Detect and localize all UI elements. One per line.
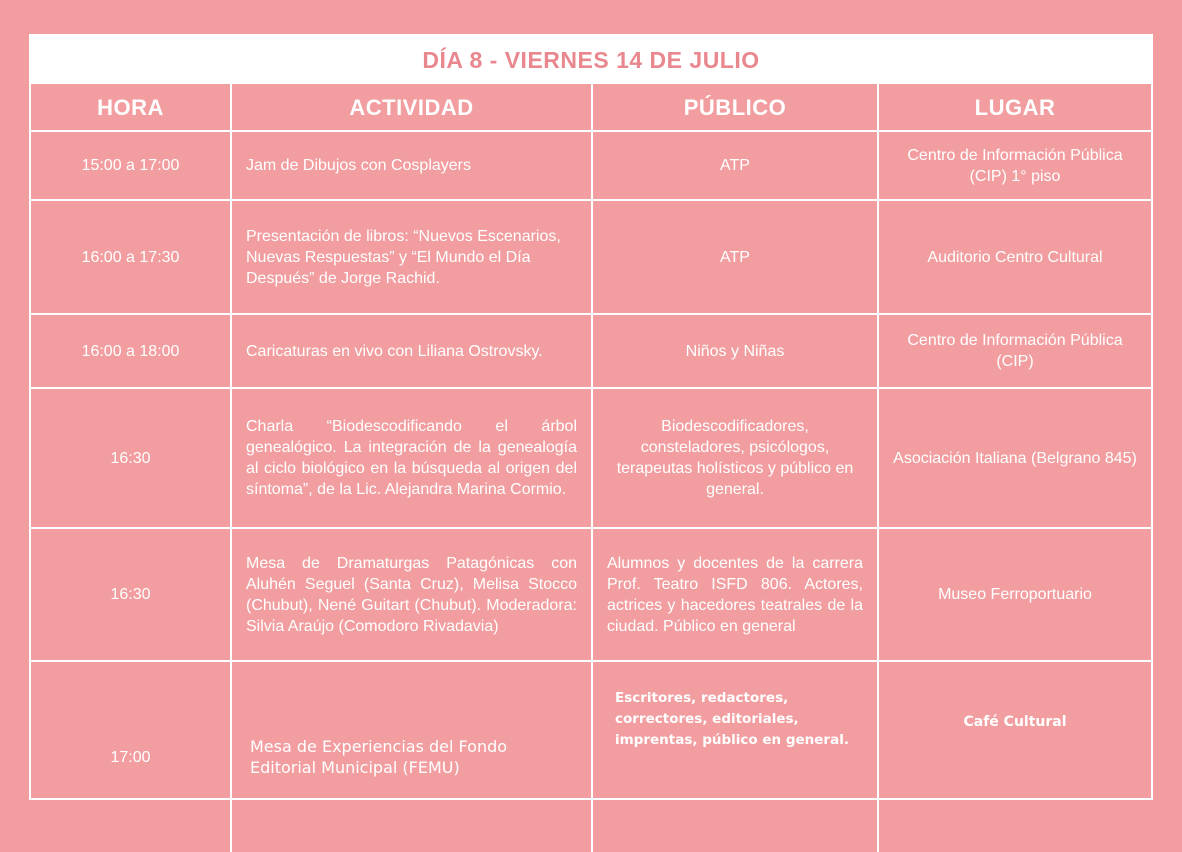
table-row	[31, 661, 1151, 852]
cell-publico: Biodescodificadores, consteladores, psicólogos, terapeutas holísticos y público en general.	[592, 388, 878, 528]
cell-hora: 16:00 a 17:30	[31, 200, 231, 314]
cell-actividad: Caricaturas en vivo con Liliana Ostrovsky.	[231, 314, 592, 388]
day-title: DÍA 8 - VIERNES 14 DE JULIO	[31, 36, 1151, 84]
cell-publico: ATP	[592, 131, 878, 200]
cell-lugar: Centro de Información Pública (CIP) 1° piso	[878, 131, 1151, 200]
cell-hora: 17:00	[31, 661, 231, 852]
cell-actividad: Presentación de libros: “Nuevos Escenarios, Nuevas Respuestas” y “El Mundo el Día Después” de Jorge Rachid.	[231, 200, 592, 314]
table-row	[31, 528, 1151, 661]
header-hora: HORA	[31, 84, 231, 131]
header-lugar: LUGAR	[878, 84, 1151, 131]
table-row	[31, 200, 1151, 314]
header-row	[31, 84, 1151, 131]
table-row	[31, 314, 1151, 388]
schedule-table-frame	[29, 34, 1153, 800]
cell-actividad: Jam de Dibujos con Cosplayers	[231, 131, 592, 200]
cell-hora: 16:30	[31, 388, 231, 528]
cell-actividad: Mesa de Experiencias del Fondo Editorial Municipal (FEMU)	[231, 661, 592, 852]
cell-lugar: Auditorio Centro Cultural	[878, 200, 1151, 314]
cell-actividad: Charla “Biodescodificando el árbol genealógico. La integración de la genealogía al ciclo biológico en la búsqueda al origen del síntoma”, de la Lic. Alejandra Marina Cormio.	[231, 388, 592, 528]
schedule-table	[31, 84, 1151, 852]
cell-lugar: Museo Ferroportuario	[878, 528, 1151, 661]
cell-publico: ATP	[592, 200, 878, 314]
header-actividad: ACTIVIDAD	[231, 84, 592, 131]
cell-publico: Niños y Niñas	[592, 314, 878, 388]
cell-lugar: Centro de Información Pública (CIP)	[878, 314, 1151, 388]
cell-hora: 15:00 a 17:00	[31, 131, 231, 200]
cell-publico: Escritores, redactores, correctores, editoriales, imprentas, público en general.	[592, 661, 878, 852]
table-row	[31, 131, 1151, 200]
cell-actividad: Mesa de Dramaturgas Patagónicas con Aluhén Seguel (Santa Cruz), Melisa Stocco (Chubut), Nené Guitart (Chubut). Moderadora: Silvia Araújo (Comodoro Rivadavia)	[231, 528, 592, 661]
cell-lugar: Asociación Italiana (Belgrano 845)	[878, 388, 1151, 528]
table-row	[31, 388, 1151, 528]
header-publico: PÚBLICO	[592, 84, 878, 131]
cell-hora: 16:30	[31, 528, 231, 661]
cell-hora: 16:00 a 18:00	[31, 314, 231, 388]
cell-publico: Alumnos y docentes de la carrera Prof. Teatro ISFD 806. Actores, actrices y hacedores teatrales de la ciudad. Público en general	[592, 528, 878, 661]
cell-lugar: Café Cultural	[878, 661, 1151, 852]
